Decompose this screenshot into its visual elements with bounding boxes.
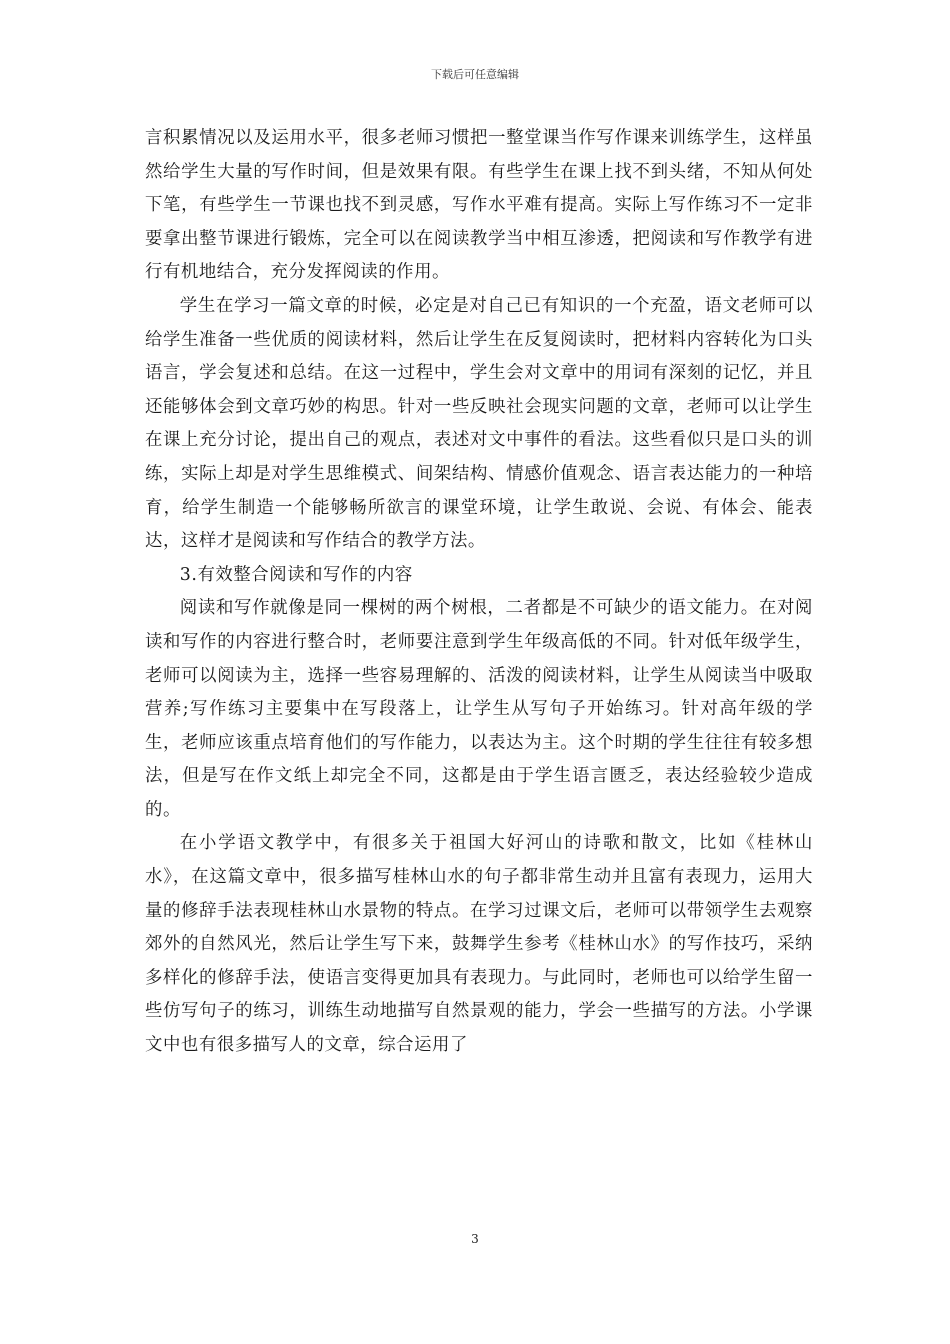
section-heading: 3.有效整合阅读和写作的内容 <box>179 564 413 585</box>
page-number: 3 <box>471 1232 479 1246</box>
paragraph: 学生在学习一篇文章的时候，必定是对自己已有知识的一个充盈，语文老师可以给学生准备一些优质的阅读材料，然后让学生在反复阅读时，把材料内容转化为口头语言，学会复述和总结。在这一过程中，学生会对文章中的用词有深刻的记忆，并且还能够体会到文章巧妙的构思。针对一些反映社会现实问题的文章，老师可以让学生在课上充分讨论，提出自己的观点，表述对文中事件的看法。这些看似只是口头的训练，实际上却是对学生思维模式、间架结构、情感价值观念、语言表达能力的一种培育，给学生制造一个能够畅所欲言的课堂环境，让学生敢说、会说、有体会、能表达，这样才是阅读和写作结合的教学方法。 <box>145 295 813 552</box>
paragraph: 阅读和写作就像是同一棵树的两个树根，二者都是不可缺少的语文能力。在对阅读和写作的内容进行整合时，老师要注意到学生年级高低的不同。针对低年级学生，老师可以阅读为主，选择一些容易理解的、活泼的阅读材料，让学生从阅读当中吸取营养;写作练习主要集中在写段落上，让学生从写句子开始练习。针对高年级的学生，老师应该重点培育他们的写作能力，以表达为主。这个时期的学生往往有较多想法，但是写在作文纸上却完全不同，这都是由于学生语言匮乏，表达经验较少造成的。 <box>145 598 813 820</box>
page-header: 下载后可任意编辑 <box>431 68 519 81</box>
paragraph: 言积累情况以及运用水平，很多老师习惯把一整堂课当作写作课来训练学生，这样虽然给学生大量的写作时间，但是效果有限。有些学生在课上找不到头绪，不知从何处下笔，有些学生一节课也找不到灵感，写作水平难有提高。实际上写作练习不一定非要拿出整节课进行锻炼，完全可以在阅读教学当中相互渗透，把阅读和写作教学有进行有机地结合，充分发挥阅读的作用。 <box>145 128 813 283</box>
paragraph: 在小学语文教学中，有很多关于祖国大好河山的诗歌和散文，比如《桂林山水》，在这篇文章中，很多描写桂林山水的句子都非常生动并且富有表现力，运用大量的修辞手法表现桂林山水景物的特点。在学习过课文后，老师可以带领学生去观察郊外的自然风光，然后让学生写下来，鼓舞学生参考《桂林山水》的写作技巧，采纳多样化的修辞手法，使语言变得更加具有表现力。与此同时，老师也可以给学生留一些仿写句子的练习，训练生动地描写自然景观的能力，学会一些描写的方法。小学课文中也有很多描写人的文章，综合运用了 <box>145 833 813 1056</box>
document-body <box>145 122 813 1063</box>
